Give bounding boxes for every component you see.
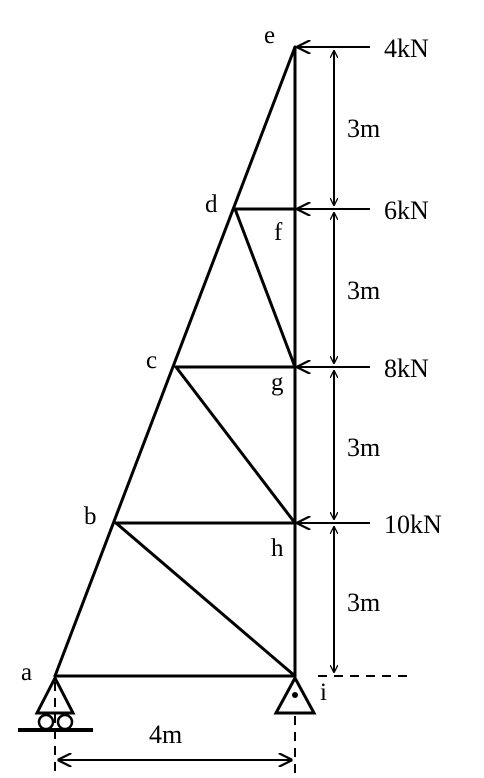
node-label-d: d (205, 191, 218, 218)
member-a-e (55, 47, 295, 676)
node-label-a: a (21, 659, 33, 686)
load-label-h: 10kN (384, 510, 442, 539)
node-label-c: c (146, 347, 158, 374)
node-label-e: e (264, 22, 276, 49)
truss-members (55, 47, 295, 676)
spacing-labels (347, 114, 380, 617)
spacing-label-4: 3m (347, 588, 381, 617)
width-label: 4m (149, 720, 183, 749)
spacing-label-2: 3m (347, 276, 381, 305)
member-b-i (116, 523, 295, 676)
spacing-label-3: 3m (347, 433, 381, 462)
node-label-i: i (320, 679, 327, 706)
load-label-f: 6kN (384, 196, 429, 225)
load-label-g: 8kN (384, 354, 429, 383)
member-d-g (235, 209, 295, 367)
node-label-g: g (271, 369, 284, 396)
spacing-label-1: 3m (347, 114, 381, 143)
load-label-e: 4kN (384, 34, 429, 63)
pin-support-i (276, 678, 314, 713)
load-labels (384, 34, 442, 539)
node-label-f: f (274, 219, 283, 246)
node-label-h: h (271, 535, 284, 562)
node-label-b: b (84, 503, 97, 530)
